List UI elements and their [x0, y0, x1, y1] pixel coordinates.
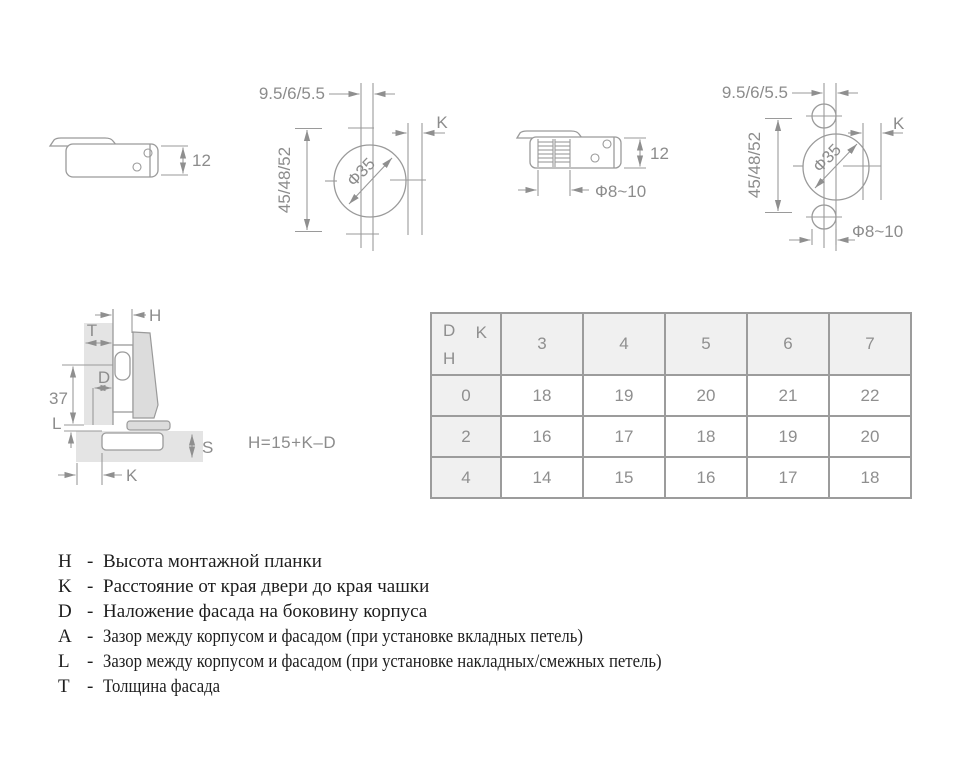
- cup-side-view-dowel-diagram: [505, 115, 680, 210]
- table-cell: 17: [583, 416, 665, 457]
- table-row: [431, 416, 911, 457]
- legend-text: Зазор между корпусом и фасадом (при установке вкладных петель): [103, 626, 583, 647]
- legend-item: [58, 626, 738, 651]
- table-cell: 20: [829, 416, 911, 457]
- legend-separator: -: [87, 676, 94, 697]
- legend-symbol: D: [58, 601, 72, 622]
- row-header: 4: [431, 457, 501, 498]
- depth-37-label: 37: [49, 389, 68, 408]
- legend-text: Наложение фасада на боковину корпуса: [103, 601, 428, 622]
- mounting-plate: [102, 433, 163, 450]
- drill-pattern-right-diagram: [700, 75, 935, 260]
- table-cell: 17: [747, 457, 829, 498]
- table-cell: 20: [665, 375, 747, 416]
- legend-item: [58, 601, 738, 626]
- drill-pattern-left-diagram: [245, 75, 460, 260]
- legend-separator: -: [87, 551, 94, 572]
- column-header: 7: [829, 313, 911, 375]
- height-formula: H=15+K–D: [248, 433, 337, 452]
- table-cell: 19: [583, 375, 665, 416]
- table-cell: 18: [665, 416, 747, 457]
- legend-symbol: K: [58, 576, 72, 597]
- legend-symbol: L: [58, 651, 70, 672]
- d-dimension-label: D: [97, 368, 111, 387]
- column-header: 4: [583, 313, 665, 375]
- table-header-row: [431, 313, 911, 375]
- legend-item: [58, 551, 738, 576]
- table-cell: 18: [501, 375, 583, 416]
- k-dimension-label: K: [436, 113, 448, 132]
- l-dimension-label: L: [52, 414, 62, 433]
- table-cell: 19: [747, 416, 829, 457]
- depth-dimension-label: 45/48/52: [275, 146, 294, 214]
- depth-dimension-label: 45/48/52: [745, 131, 764, 199]
- k-dimension-label: K: [893, 114, 905, 133]
- table-row: [431, 457, 911, 498]
- table-row: [431, 375, 911, 416]
- corner-d-label: D: [443, 321, 456, 340]
- legend-separator: -: [87, 651, 94, 672]
- legend-text: Высота монтажной планки: [103, 551, 322, 572]
- table-cell: 18: [829, 457, 911, 498]
- hinge-cup-body: [66, 144, 158, 177]
- cup-diameter-label: Ф35: [343, 154, 379, 191]
- row-header: 0: [431, 375, 501, 416]
- cup-notch: [115, 352, 130, 380]
- legend-symbol: H: [58, 551, 72, 572]
- legend-item: [58, 576, 738, 601]
- corner-h-label: H: [443, 349, 456, 368]
- table-cell: 22: [829, 375, 911, 416]
- dowel-dimension-label: Ф8~10: [595, 182, 647, 201]
- table-corner-cell: [431, 313, 501, 375]
- column-header: 5: [665, 313, 747, 375]
- legend-separator: -: [87, 626, 94, 647]
- legend-text: Расстояние от края двери до края чашки: [103, 576, 430, 597]
- mounting-cross-section-diagram: [38, 295, 268, 510]
- plate-wing: [127, 421, 170, 430]
- offset-dimension-label: 9.5/6/5.5: [258, 84, 325, 103]
- cup-diameter-label: Ф35: [809, 140, 845, 177]
- column-header: 6: [747, 313, 829, 375]
- legend-item: [58, 676, 738, 701]
- dimension-label: 12: [650, 144, 669, 163]
- corner-k-label: K: [475, 323, 487, 342]
- legend-separator: -: [87, 601, 94, 622]
- legend-text: Толщина фасада: [103, 676, 221, 697]
- offset-dimension-label: 9.5/6/5.5: [721, 83, 788, 102]
- hinge-spec-table: [430, 312, 912, 499]
- legend-item: [58, 651, 738, 676]
- h-dimension-label: H: [149, 306, 162, 325]
- legend: [58, 551, 738, 701]
- hinge-arm: [133, 332, 158, 418]
- s-dimension-label: S: [202, 438, 214, 457]
- column-header: 3: [501, 313, 583, 375]
- row-header: 2: [431, 416, 501, 457]
- legend-symbol: A: [58, 626, 72, 647]
- cup-side-view-plain-diagram: [40, 120, 215, 210]
- legend-symbol: T: [58, 676, 70, 697]
- table-cell: 16: [501, 416, 583, 457]
- legend-separator: -: [87, 576, 94, 597]
- table-cell: 15: [583, 457, 665, 498]
- legend-text: Зазор между корпусом и фасадом (при установке накладных/смежных петель): [103, 651, 662, 672]
- dimension-label: 12: [192, 151, 211, 170]
- table-cell: 16: [665, 457, 747, 498]
- t-dimension-label: T: [86, 321, 98, 340]
- k-dimension-label: K: [126, 466, 138, 485]
- dowel-dimension-label: Ф8~10: [852, 222, 904, 241]
- table-cell: 14: [501, 457, 583, 498]
- table-cell: 21: [747, 375, 829, 416]
